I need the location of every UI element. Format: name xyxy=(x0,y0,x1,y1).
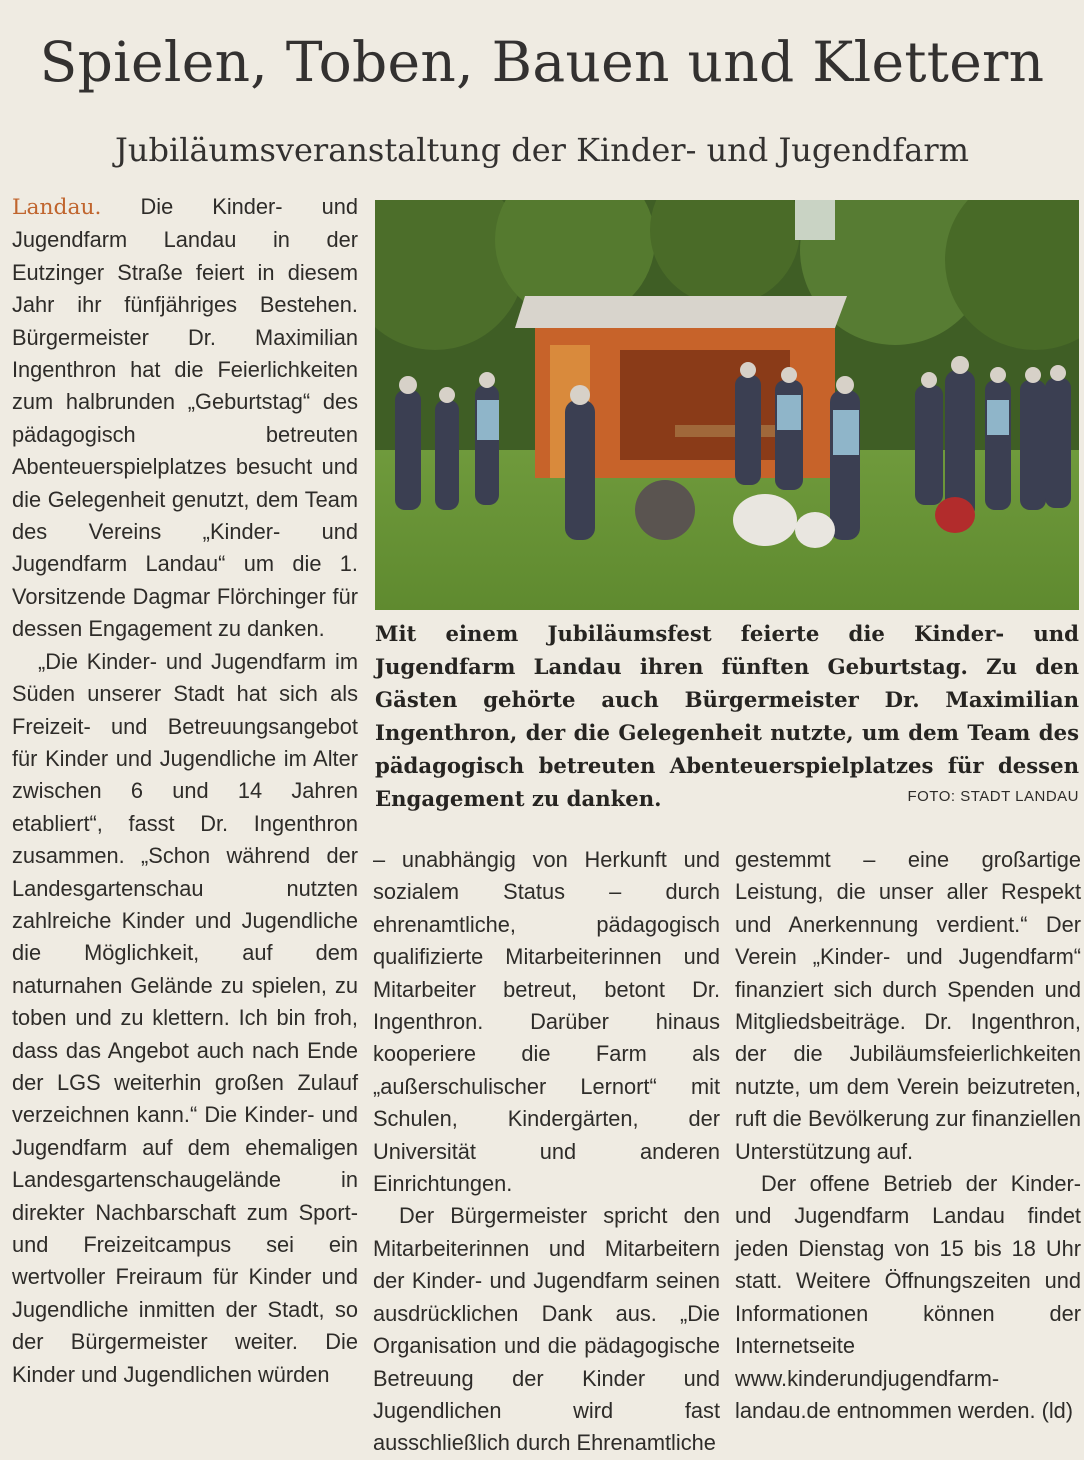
table xyxy=(675,425,785,437)
paragraph: – unabhängig von Herkunft und sozialem Status – durch ehrenamtliche, pädagogisch qualifizierte Mitarbeiterinnen und Mitarbeiter betreut, betont Dr. Ingenthron. Darüber hinaus kooperiere die Farm als „außerschulischer Lernort“ mit Schulen, Kindergärten, der Universität und anderen Einrichtungen. xyxy=(373,847,720,1197)
paragraph: „Die Kinder- und Jugendfarm im Süden unserer Stadt hat sich als Freizeit- und Betreuungsangebot für Kinder und Jugendliche im Alter zwischen 6 und 14 Jahren etabliert“, fasst Dr. Ingenthron zusammen. „Schon während der Landesgartenschau nutzten zahlreiche Kinder und Jugendliche die Möglichkeit, auf dem naturnahen Gelände zu spielen, zu toben und zu klettern. Ich bin froh, dass das Angebot auch nach Ende der LGS weiterhin großen Zulauf verzeichnen kann.“ Die Kinder- und Jugendfarm auf dem ehemaligen Landesgartenschaugelände in direkter Nachbarschaft zum Sport- und Freizeitcampus sei ein wertvoller Freiraum für Kinder und Jugendliche inmitten der Stadt, so der Bürgermeister weiter. Die Kinder und Jugendlichen würden xyxy=(12,648,358,1387)
article-photo xyxy=(375,200,1079,610)
paragraph xyxy=(12,191,358,646)
paragraph-text: Die Kinder- und Jugendfarm Landau in der Eutzinger Straße feiert in diesem Jahr ihr fünfjähriges Bestehen. Bürgermeister Dr. Maximilian Ingenthron hat die Feierlichkeiten zum halbrunden „Geburtstag“ des pädagogisch betreuten Abenteuerspielplatzes besucht und die Gelegenheit genutzt, dem Team des Vereins „Kinder- und Jugendfarm Landau“ um die 1. Vorsitzende Dagmar Flörchinger für dessen Engagement zu danken. xyxy=(12,194,358,642)
article-column-3 xyxy=(735,844,1081,1427)
sky-patch xyxy=(795,200,835,240)
paragraph: gestemmt – eine großartige Leistung, die unser aller Respekt und Anerkennung verdient.“ Der Verein „Kinder- und Jugendfarm“ finanziert sich durch Spenden und Mitgliedsbeiträge. Dr. Ingenthron, der die Jubiläumsfeierlichkeiten nutzte, um dem Verein beizutreten, ruft die Bevölkerung zur finanziellen Unterstützung auf. xyxy=(735,847,1081,1164)
article-column-1 xyxy=(12,191,358,1391)
dateline: Landau. xyxy=(12,195,102,220)
photo-credit: FOTO: STADT LANDAU xyxy=(907,788,1079,805)
crouching-adult xyxy=(635,480,695,540)
photo-illustration xyxy=(375,200,1079,610)
headline: Spielen, Toben, Bauen und Klettern xyxy=(39,30,1045,94)
hut-roof xyxy=(515,296,847,328)
subheadline: Jubiläumsveranstaltung der Kinder- und Jugendfarm xyxy=(115,131,969,169)
hut-opening xyxy=(620,350,790,460)
article-column-2 xyxy=(373,844,720,1460)
paragraph: Der Bürgermeister spricht den Mitarbeiterinnen und Mitarbeitern der Kinder- und Jugendfarm seinen ausdrücklichen Dank aus. „Die Organisation und die pädagogische Betreuung der Kinder und Jugendlichen wird fast ausschließlich durch Ehrenamtliche xyxy=(373,1203,720,1456)
paragraph: Der offene Betrieb der Kinder- und Jugendfarm Landau findet jeden Dienstag von 15 bis 18 Uhr statt. Weitere Öffnungszeiten und Informationen können der Internetseite www.kinderundjugendfarm-landau.de entnommen werden. (ld) xyxy=(735,1171,1081,1423)
photo-caption: Mit einem Jubiläumsfest feierte die Kinder- und Jugendfarm Landau ihren fünften Geburtstag. Zu den Gästen gehörte auch Bürgermeister Dr. Maximilian Ingenthron, der die Gelegenheit nutzte, um dem Team des pädagogisch betreuten Abenteuerspielplatzes für dessen Engagement zu danken. xyxy=(375,621,1079,811)
child-red-shirt xyxy=(935,497,975,533)
